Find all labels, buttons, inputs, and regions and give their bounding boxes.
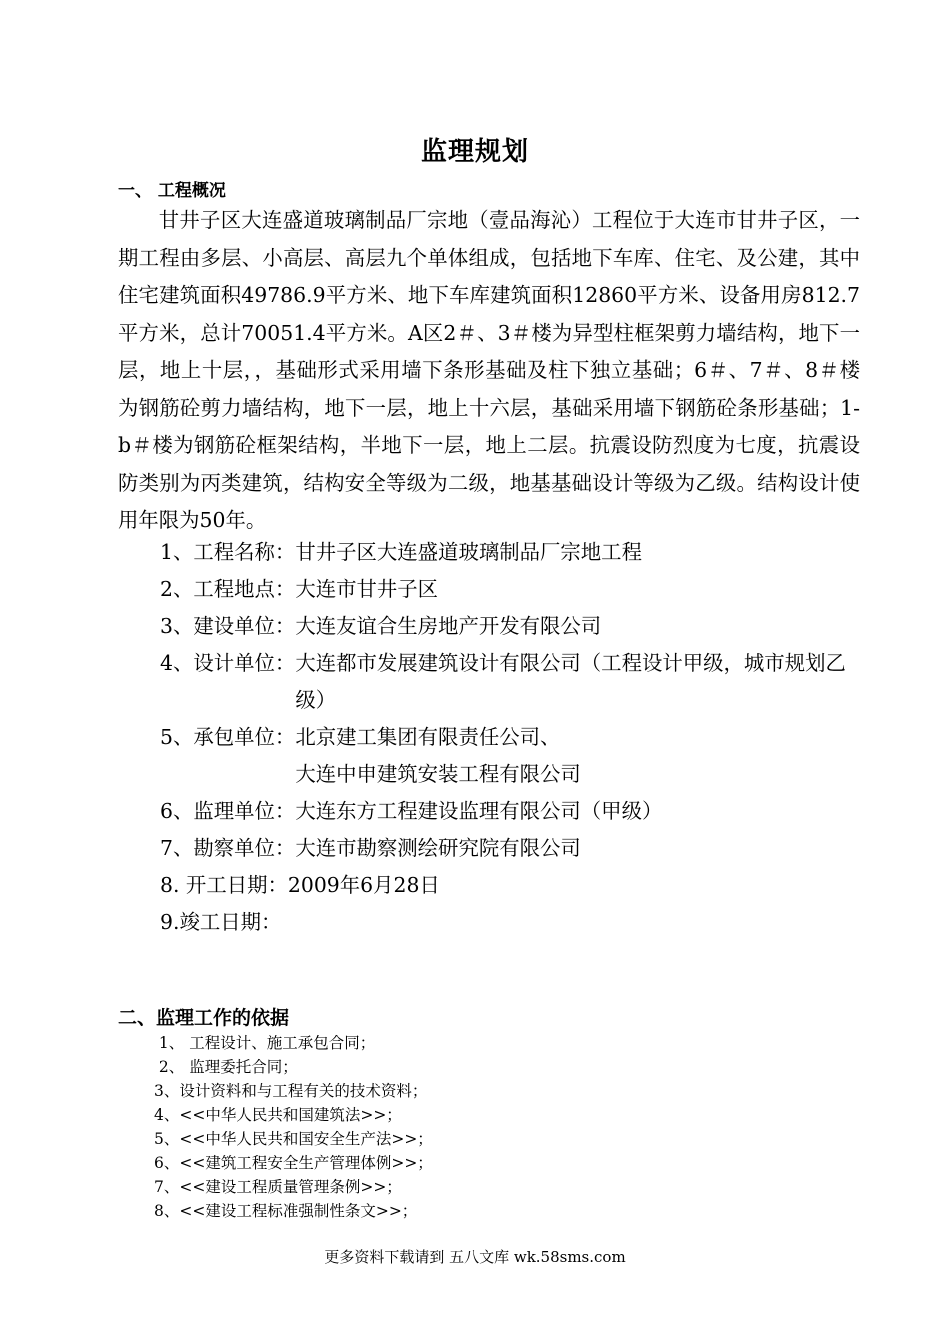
info-label: 2、工程地点： [160,577,296,601]
footer-link-text: 更多资料下载请到 五八文库 wk.58sms.com [324,1248,626,1266]
info-value-secondary: 大连中申建筑安装工程有限公司 [295,762,581,786]
project-overview-text [118,202,860,540]
info-label: 6、监理单位： [160,799,296,823]
section-2-heading: 二、监理工作的依据 [118,1007,290,1029]
section-1-heading: 一、 工程概况 [118,181,226,201]
info-value: 甘井子区大连盛道玻璃制品厂宗地工程 [295,540,642,564]
basis-item: 2、 监理委托合同； [154,1058,298,1076]
info-value-stack [295,719,865,793]
overview-paragraph: 甘井子区大连盛道玻璃制品厂宗地（壹品海沁）工程位于大连市甘井子区，一期工程由多层、小高层、高层九个单体组成，包括地下车库、住宅、及公建，其中住宅建筑面积49786.9平方米、地下车库建筑面积12860平方米、设备用房812.7平方米，总计70051.4平方米。A区2＃、3＃楼为异型柱框架剪力墙结构，地下一层，地上十层，，基础形式采用墙下条形基础及柱下独立基础；6＃、7＃、8＃楼为钢筋砼剪力墙结构，地下一层，地上十六层，基础采用墙下钢筋砼条形基础；1-b＃楼为钢筋砼框架结构，半地下一层，地上二层。抗震设防烈度为七度，抗震设防类别为丙类建筑，结构安全等级为二级，地基基础设计等级为乙级。结构设计使用年限为50年。 [118,208,860,532]
project-info-list [160,534,865,941]
info-value: 2009年6月28日 [287,873,440,897]
info-value: 大连市勘察测绘研究院有限公司 [295,836,581,860]
info-value: 北京建工集团有限责任公司、 [295,725,561,749]
info-value: 大连东方工程建设监理有限公司（甲级） [295,799,663,823]
info-item-owner [160,608,865,645]
info-item-supervisor [160,793,865,830]
info-item-start-date [160,867,865,904]
basis-item: 6、<<建筑工程安全生产管理体例>>； [154,1154,433,1172]
basis-item: 3、设计资料和与工程有关的技术资料； [154,1082,428,1100]
info-value: 大连友谊合生房地产开发有限公司 [295,614,602,638]
basis-item: 7、<<建设工程质量管理条例>>； [154,1178,402,1196]
basis-list [154,1031,854,1223]
info-item-location [160,571,865,608]
info-label: 8. 开工日期： [160,873,288,897]
basis-item: 1、 工程设计、施工承包合同； [154,1034,376,1052]
basis-item: 4、<<中华人民共和国建筑法>>； [154,1106,402,1124]
page-title: 监理规划 [420,137,529,167]
info-item-end-date [160,904,865,941]
info-item-survey [160,830,865,867]
info-label: 7、勘察单位： [160,836,296,860]
info-label: 9.竣工日期： [160,910,282,934]
basis-item: 8、<<建设工程标准强制性条文>>； [154,1202,418,1220]
info-label: 3、建设单位： [160,614,296,638]
info-label: 4、设计单位： [160,651,296,675]
info-label: 1、工程名称： [160,540,296,564]
info-value: 大连市甘井子区 [295,577,439,601]
basis-item: 5、<<中华人民共和国安全生产法>>； [154,1130,433,1148]
info-label: 5、承包单位： [160,725,296,749]
info-item-contractor [160,719,865,793]
info-value [281,904,865,941]
info-item-name [160,534,865,571]
info-value: 大连都市发展建筑设计有限公司（工程设计甲级，城市规划乙级） [295,651,846,712]
info-item-designer [160,645,865,719]
